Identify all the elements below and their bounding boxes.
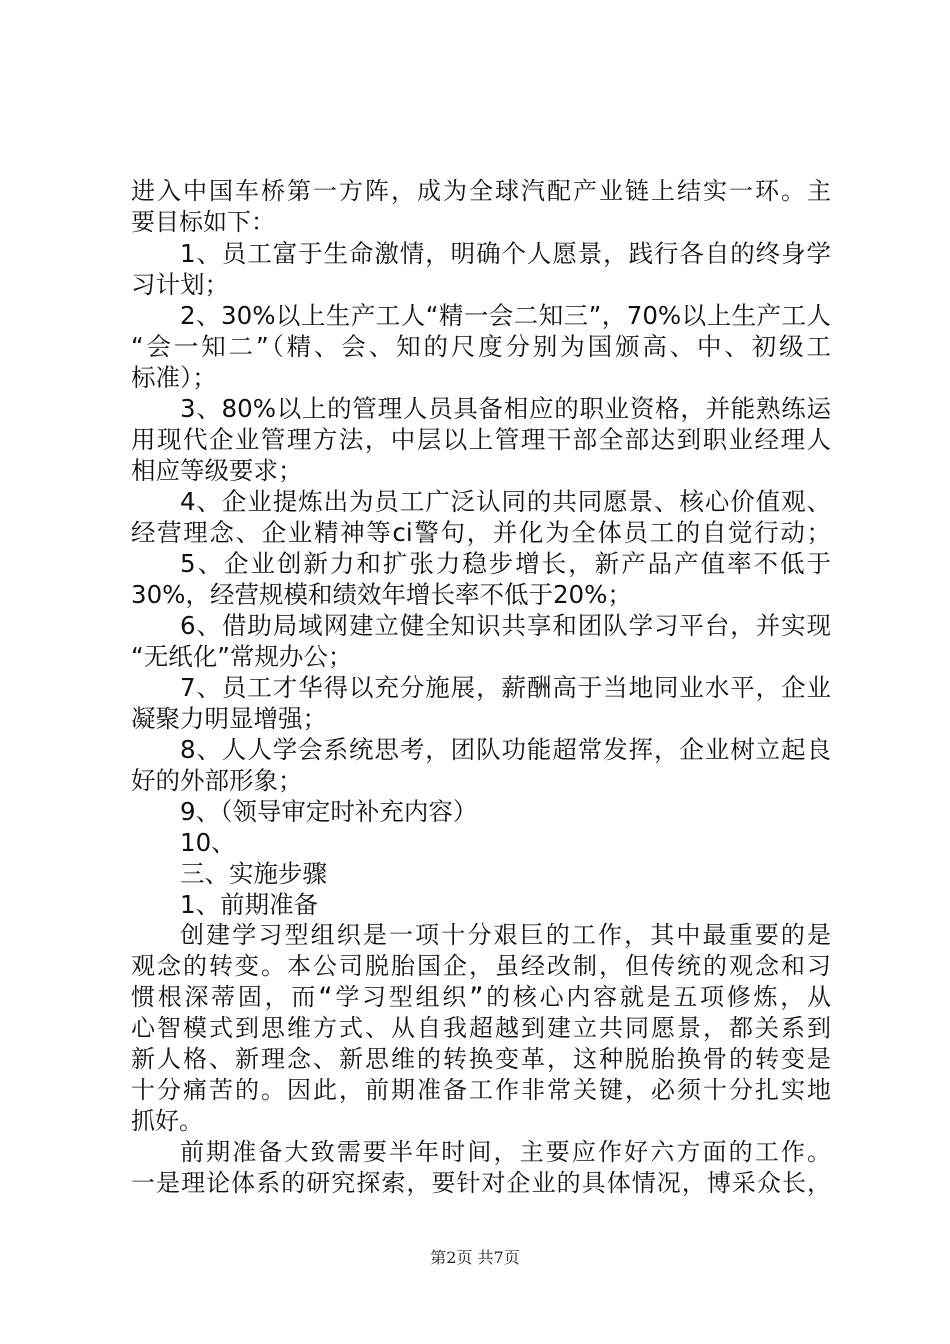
- paragraph-1-line-2: 观念的转变。本公司脱胎国企，虽经改制，但传统的观念和习: [131, 952, 831, 980]
- subsection-heading: 1、前期准备: [180, 890, 319, 919]
- paragraph-1-line-3: 惯根深蒂固，而“学习型组织”的核心内容就是五项修炼，从: [131, 983, 831, 1011]
- goal-item-6-cont: “无纸化”常规办公；: [131, 642, 353, 671]
- goal-item-5: 5、企业创新力和扩张力稳步增长，新产品产值率不低于: [180, 549, 831, 578]
- goal-item-2-cont-2: 标准）；: [131, 363, 217, 392]
- text-line-2: 要目标如下：: [131, 208, 275, 236]
- paragraph-1-line-6: 十分痛苦的。因此，前期准备工作非常关键，必须十分扎实地: [131, 1076, 831, 1104]
- goal-item-8-cont: 好的外部形象；: [131, 766, 303, 795]
- paragraph-1-line-4: 心智模式到思维方式、从自我超越到建立共同愿景，都关系到: [131, 1014, 831, 1042]
- document-body: [131, 176, 831, 1199]
- goal-item-2: 2、30%以上生产工人“精一会二知三”，70%以上生产工人: [180, 301, 831, 330]
- goal-item-1-cont: 习计划；: [131, 270, 229, 299]
- goal-item-9: 9、（领导审定时补充内容）: [180, 797, 478, 826]
- paragraph-1-line-5: 新人格、新理念、新思维的转换变革，这种脱胎换骨的转变是: [131, 1045, 831, 1073]
- text-line-1: 进入中国车桥第一方阵，成为全球汽配产业链上结实一环。主: [131, 177, 831, 205]
- goal-item-3-cont-1: 用现代企业管理方法，中层以上管理干部全部达到职业经理人: [131, 425, 831, 454]
- paragraph-2-line-1: 前期准备大致需要半年时间，主要应作好六方面的工作。: [180, 1138, 831, 1166]
- paragraph-1-line-1: 创建学习型组织是一项十分艰巨的工作，其中最重要的是: [180, 921, 831, 949]
- goal-item-6: 6、借助局域网建立健全知识共享和团队学习平台，并实现: [180, 611, 831, 640]
- page-number-footer: 第2页 共7页: [430, 1248, 520, 1267]
- goal-item-8: 8、人人学会系统思考，团队功能超常发挥，企业树立起良: [180, 735, 831, 764]
- goal-item-2-cont-1: “会一知二”（精、会、知的尺度分别为国颁高、中、初级工: [131, 332, 831, 361]
- paragraph-2-line-2: 一是理论体系的研究探索，要针对企业的具体情况，博采众长，: [131, 1169, 831, 1197]
- goal-item-3: 3、80%以上的管理人员具备相应的职业资格，并能熟练运: [180, 394, 831, 423]
- paragraph-1-line-7: 抓好。: [131, 1107, 203, 1135]
- section-heading: 三、实施步骤: [180, 859, 327, 888]
- goal-item-1: 1、员工富于生命激情，明确个人愿景，践行各自的终身学: [180, 239, 831, 268]
- goal-item-4: 4、企业提炼出为员工广泛认同的共同愿景、核心价值观、: [180, 487, 831, 516]
- goal-item-7: 7、员工才华得以充分施展，薪酬高于当地同业水平，企业: [180, 673, 831, 702]
- goal-item-4-cont: 经营理念、企业精神等ci警句，并化为全体员工的自觉行动；: [131, 518, 831, 547]
- goal-item-3-cont-2: 相应等级要求；: [131, 456, 303, 485]
- goal-item-7-cont: 凝聚力明显增强；: [131, 704, 327, 733]
- goal-item-5-cont: 30%，经营规模和绩效年增长率不低于20%；: [131, 580, 632, 609]
- goal-item-10: 10、: [180, 828, 236, 857]
